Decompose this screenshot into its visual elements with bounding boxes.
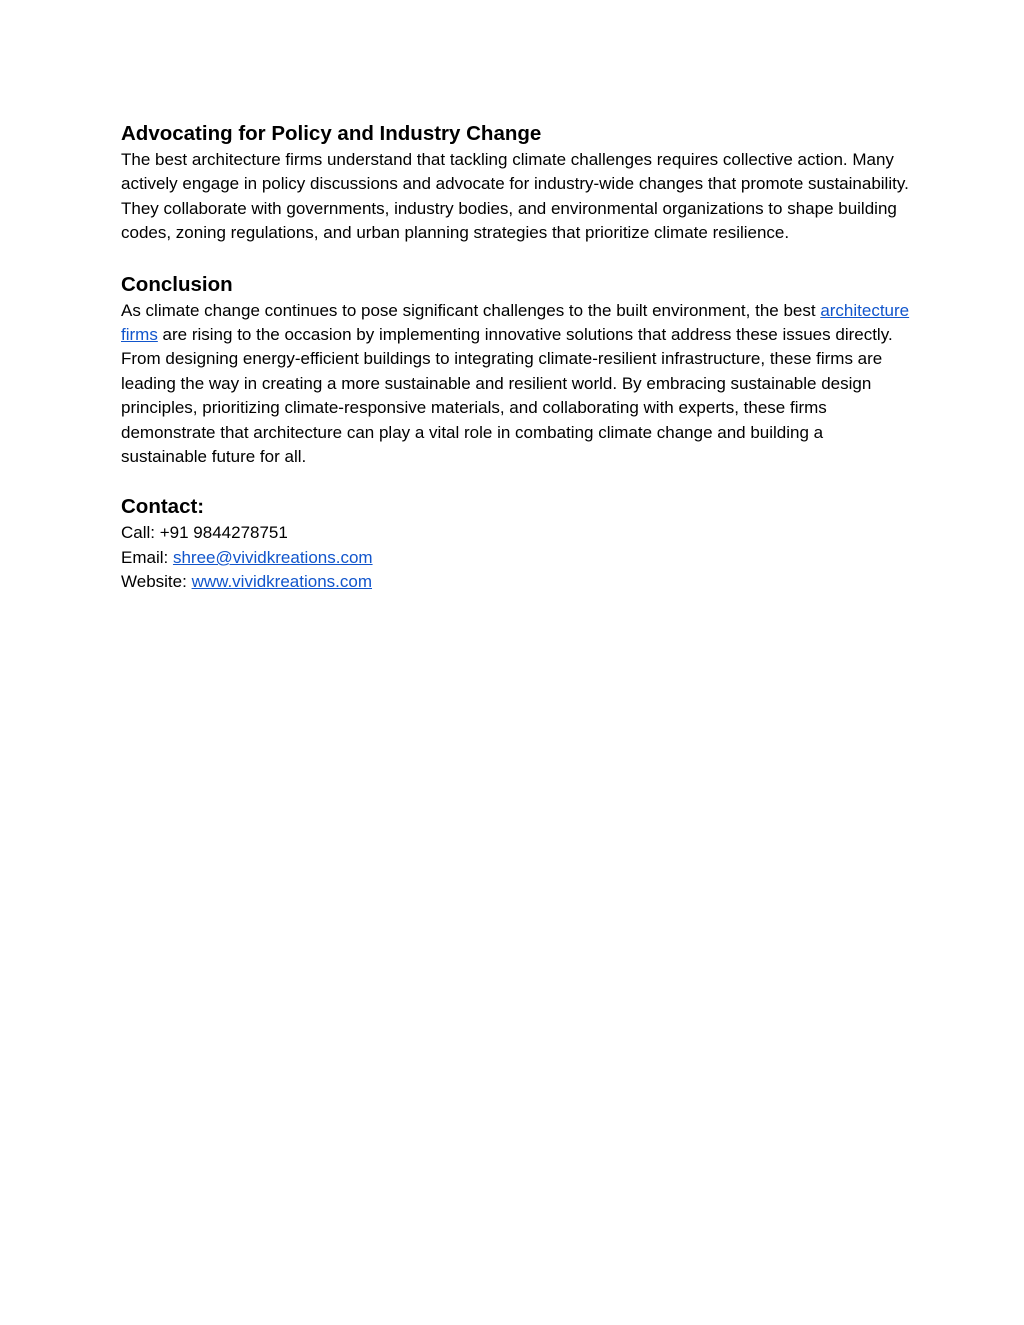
policy-paragraph: The best architecture firms understand that tackling climate challenges requires collective action. Many actively engage in policy discussions and advocate for industry-wide changes that promote sustainability. They collaborate with governments, industry bodies, and environmental organizations to shape building codes, zoning regulations, and urban planning strategies that prioritize climate resilience. (121, 150, 909, 243)
website-link[interactable]: www.vividkreations.com (191, 572, 373, 592)
email-link[interactable]: shree@vividkreations.com (172, 547, 373, 567)
call-number: +91 9844278751 (159, 523, 288, 543)
conclusion-text-end: are rising to the occasion by implementing innovative solutions that address these issues directly. From designing energy-efficient buildings to integrating climate-resilient infrastructure, these firms are leading the way in creating a more sustainable and resilient world. By embracing sustainable design principles, prioritizing climate-responsive materials, and collaborating with experts, these firms demonstrate that architecture can play a vital role in combating climate change and building a sustainable future for all. (121, 325, 893, 467)
conclusion-heading: Conclusion (121, 272, 233, 296)
website-label: Website: (121, 572, 192, 592)
call-label: Call: (121, 523, 160, 543)
email-label: Email: (121, 547, 173, 567)
contact-heading: Contact: (121, 495, 205, 519)
conclusion-text-start: As climate change continues to pose significant challenges to the built environment, the best (121, 300, 821, 320)
architecture-firms-link[interactable]: architecture firms (121, 300, 910, 345)
policy-heading: Advocating for Policy and Industry Change (121, 122, 542, 145)
conclusion-paragraph (121, 299, 911, 470)
conclusion-section (121, 271, 911, 470)
document-page (121, 120, 911, 619)
policy-section (121, 120, 911, 246)
contact-website-line (121, 570, 911, 594)
contact-call-line (121, 521, 911, 545)
contact-section (121, 493, 911, 594)
contact-email-line (121, 546, 911, 570)
